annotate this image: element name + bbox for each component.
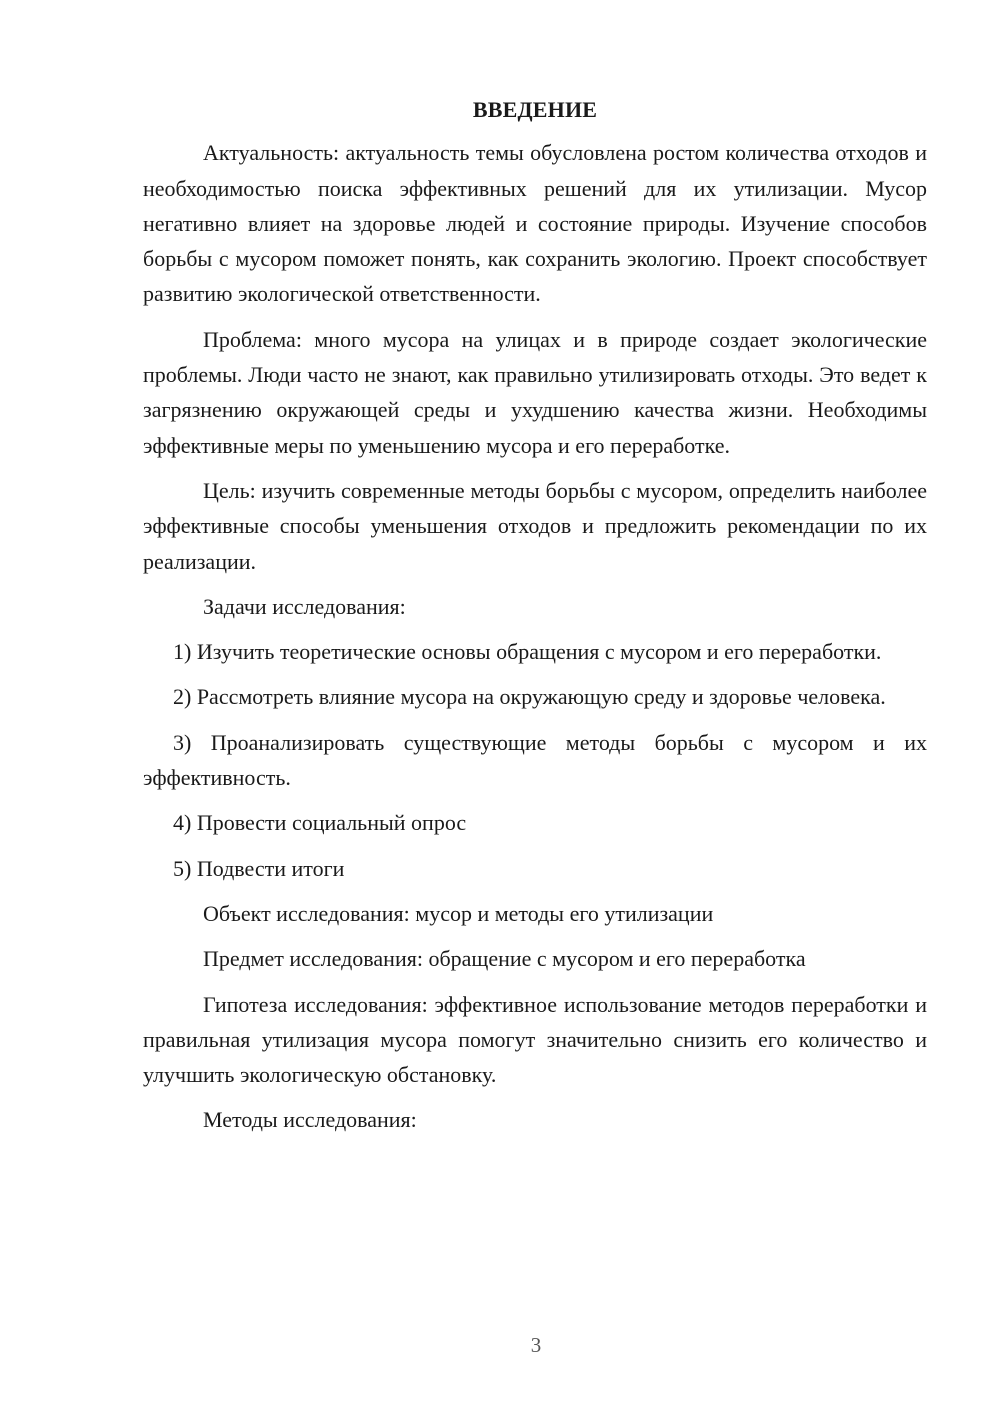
goal-paragraph: Цель: изучить современные методы борьбы с мусором, определить наиболее эффективные способы уменьшения отходов и предложить рекомендации по их реализации. xyxy=(143,477,927,574)
task-item: 4) Провести социальный опрос xyxy=(173,810,467,836)
hypothesis-paragraph: Гипотеза исследования: эффективное использование методов переработки и правильная утилизация мусора помогут значительно снизить его количество и улучшить экологическую обстановку. xyxy=(143,991,927,1088)
tasks-heading: Задачи исследования: xyxy=(203,593,406,619)
task-item: 3) Проанализировать существующие методы борьбы с мусором и их эффективность. xyxy=(143,729,927,791)
task-item: 5) Подвести итоги xyxy=(173,855,345,881)
task-item: 1) Изучить теоретические основы обращения с мусором и его переработки. xyxy=(173,639,882,665)
page-number: 3 xyxy=(530,1333,542,1357)
research-object: Объект исследования: мусор и методы его утилизации xyxy=(203,900,714,926)
methods-heading: Методы исследования: xyxy=(203,1107,417,1133)
research-subject: Предмет исследования: обращение с мусором и его переработка xyxy=(203,946,806,972)
problem-paragraph: Проблема: много мусора на улицах и в природе создает экологические проблемы. Люди часто не знают, как правильно утилизировать отходы. Это ведет к загрязнению окружающей среды и ухудшению качества жизни. Необходимы эффективные меры по уменьшению мусора и его переработке. xyxy=(143,326,927,458)
section-title: ВВЕДЕНИЕ xyxy=(472,97,598,122)
task-item: 2) Рассмотреть влияние мусора на окружающую среду и здоровье человека. xyxy=(173,684,886,710)
relevance-paragraph: Актуальность: актуальность темы обусловлена ростом количества отходов и необходимостью поиска эффективных решений для их утилизации. Мусор негативно влияет на здоровье людей и состояние природы. Изучение способов борьбы с мусором поможет понять, как сохранить экологию. Проект способствует развитию экологической ответственности. xyxy=(143,140,927,307)
page-content xyxy=(143,92,927,1148)
